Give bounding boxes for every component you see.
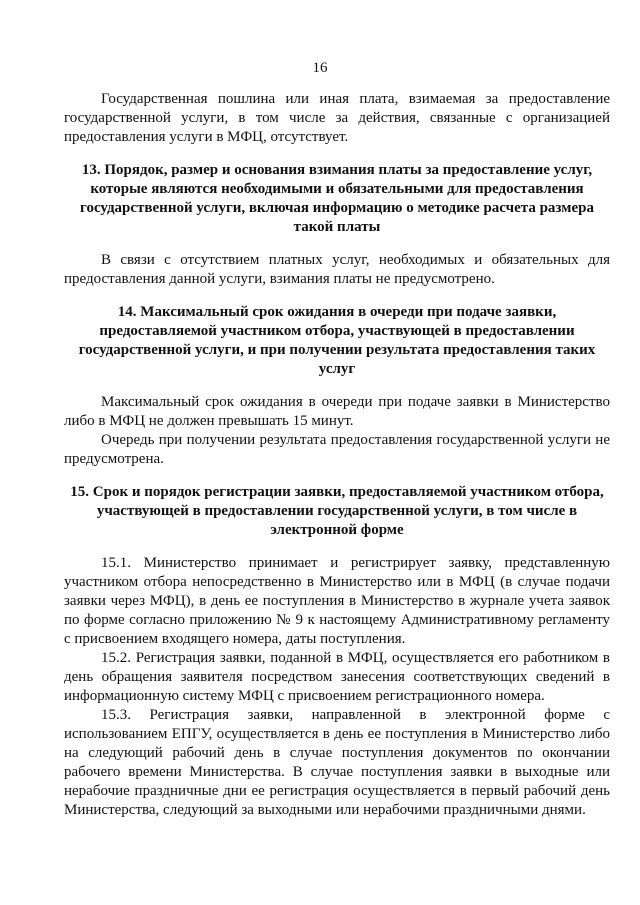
paragraph-max-wait: Максимальный срок ожидания в очереди при подаче заявки в Министерство либо в МФЦ не должен превышать 15 минут.: [64, 394, 610, 429]
paragraph-15-1: 15.1. Министерство принимает и регистрирует заявку, представленную участником отбора непосредственно в Министерство или в МФЦ (в случае подачи заявки через МФЦ), в день ее поступления в Министерство в журнале учета заявок по форме согласно приложению № 9 к настоящему Административному регламенту с присвоением входящего номера, даты поступления.: [64, 555, 610, 647]
page-number: 16: [312, 60, 328, 76]
paragraph-15-3: 15.3. Регистрация заявки, направленной в электронной форме с использованием ЕПГУ, осуществляется в день ее поступления в Министерство либо на следующий рабочий день в случае поступления документов по окончании рабочего времени Министерства. В случае поступления заявки в выходные или нерабочие праздничные дни ее регистрация осуществляется в первый рабочий день Министерства, следующий за выходными или нерабочими праздничными днями.: [64, 707, 610, 818]
document-body: [64, 90, 610, 820]
section-heading-14: 14. Максимальный срок ожидания в очереди при подаче заявки, предоставляемой участником отбора, участвующей в предоставлении государственной услуги, и при получении результата предоставления таких услуг: [78, 304, 596, 377]
section-heading-13: 13. Порядок, размер и основания взимания платы за предоставление услуг, которые являются необходимыми и обязательными для предоставления государственной услуги, включая информацию о методике расчета размера такой платы: [80, 162, 594, 235]
paragraph-no-paid-services: В связи с отсутствием платных услуг, необходимых и обязательных для предоставления данной услуги, взимания платы не предусмотрено.: [64, 252, 610, 287]
paragraph-15-2: 15.2. Регистрация заявки, поданной в МФЦ, осуществляется его работником в день обращения заявителя посредством занесения соответствующих сведений в информационную систему МФЦ с присвоением регистрационного номера.: [64, 650, 610, 704]
section-heading-15: 15. Срок и порядок регистрации заявки, предоставляемой участником отбора, участвующей в предоставлении государственной услуги, в том числе в электронной форме: [70, 484, 604, 538]
paragraph-queue-result: Очередь при получении результата предоставления государственной услуги не предусмотрена.: [64, 432, 610, 467]
paragraph-fee: Государственная пошлина или иная плата, взимаемая за предоставление государственной услуги, в том числе за действия, связанные с организацией предоставления услуги в МФЦ, отсутствует.: [64, 91, 610, 145]
